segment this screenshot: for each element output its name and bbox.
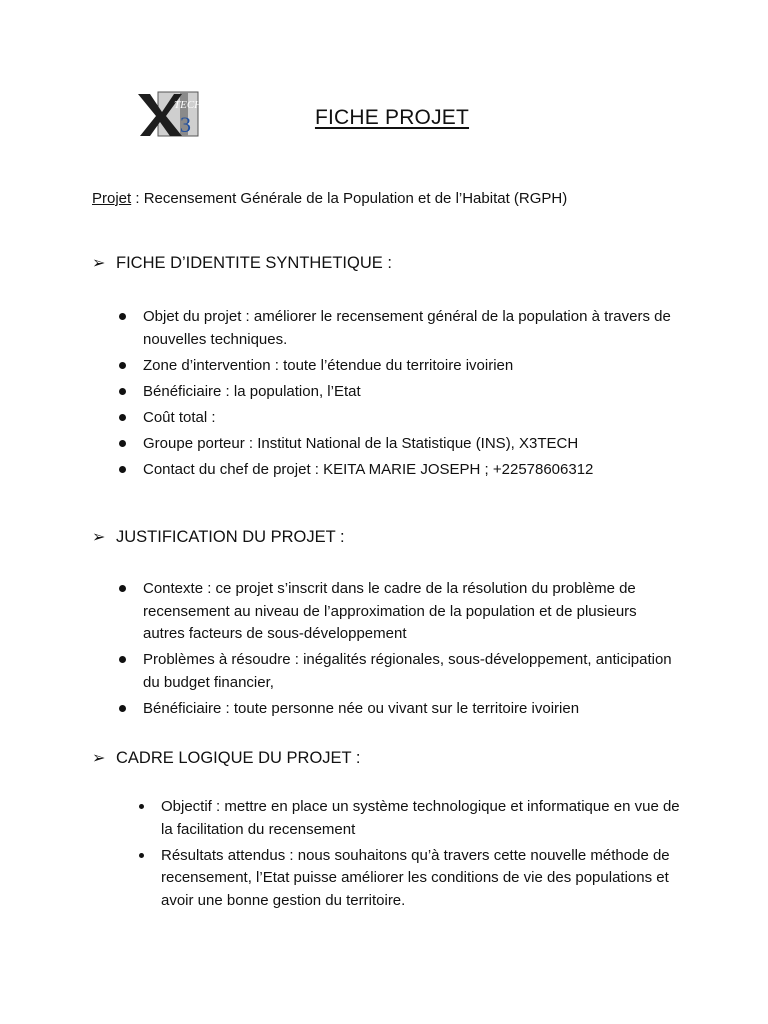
bullet-dot-icon [139,804,144,809]
bullet-dot-icon [119,656,126,663]
section-heading-text: JUSTIFICATION DU PROJET : [116,528,345,546]
cadre-logique-list [161,796,686,916]
arrow-bullet-icon: ➢ [92,529,106,546]
arrow-bullet-icon: ➢ [92,750,106,767]
bullet-dot-icon [119,440,126,447]
section-heading-identite [92,253,392,273]
bullet-dot-icon [119,705,126,712]
bullet-dot-icon [119,585,126,592]
list-item: Bénéficiaire : la population, l’Etat [143,381,673,404]
project-line [92,190,567,207]
list-item: Objectif : mettre en place un système technologique et informatique en vue de la facilitation du recensement [161,796,686,841]
bullet-dot-icon [119,414,126,421]
list-item: Problèmes à résoudre : inégalités régionales, sous-développement, anticipation du budget financier, [143,649,673,694]
svg-text:3: 3 [180,112,191,137]
bullet-dot-icon [119,362,126,369]
list-item: Contact du chef de projet : KEITA MARIE JOSEPH ; +22578606312 [143,459,673,482]
list-item: Contexte : ce projet s’inscrit dans le cadre de la résolution du problème de recensement au niveau de l’approximation de la population et de plusieurs autres facteurs de sous-développement [143,578,673,646]
bullet-dot-icon [119,388,126,395]
list-item: Objet du projet : améliorer le recensement général de la population à travers de nouvelles techniques. [143,306,673,351]
section-heading-justification [92,527,345,547]
list-item: Zone d’intervention : toute l’étendue du territoire ivoirien [143,355,673,378]
section-heading-text: CADRE LOGIQUE DU PROJET : [116,749,361,767]
identite-list [143,306,673,485]
project-label: Projet [92,190,132,207]
list-item: Bénéficiaire : toute personne née ou vivant sur le territoire ivoirien [143,698,673,721]
bullet-dot-icon [119,313,126,320]
list-item: Résultats attendus : nous souhaitons qu’à travers cette nouvelle méthode de recensement, l’Etat puisse améliorer les conditions de vie des populations et avoir une bonne gestion du territoire. [161,845,686,913]
bullet-dot-icon [119,466,126,473]
section-heading-cadre-logique [92,748,361,768]
list-item: Groupe porteur : Institut National de la Statistique (INS), X3TECH [143,433,673,456]
justification-list [143,578,673,724]
list-item: Coût total : [143,407,673,430]
bullet-dot-icon [139,853,144,858]
section-heading-text: FICHE D’IDENTITE SYNTHETIQUE : [116,254,392,272]
page-title: FICHE PROJET [314,106,470,129]
project-value: : Recensement Générale de la Population et de l’Habitat (RGPH) [131,190,568,207]
arrow-bullet-icon: ➢ [92,255,106,272]
svg-text:TECH: TECH [174,99,202,111]
